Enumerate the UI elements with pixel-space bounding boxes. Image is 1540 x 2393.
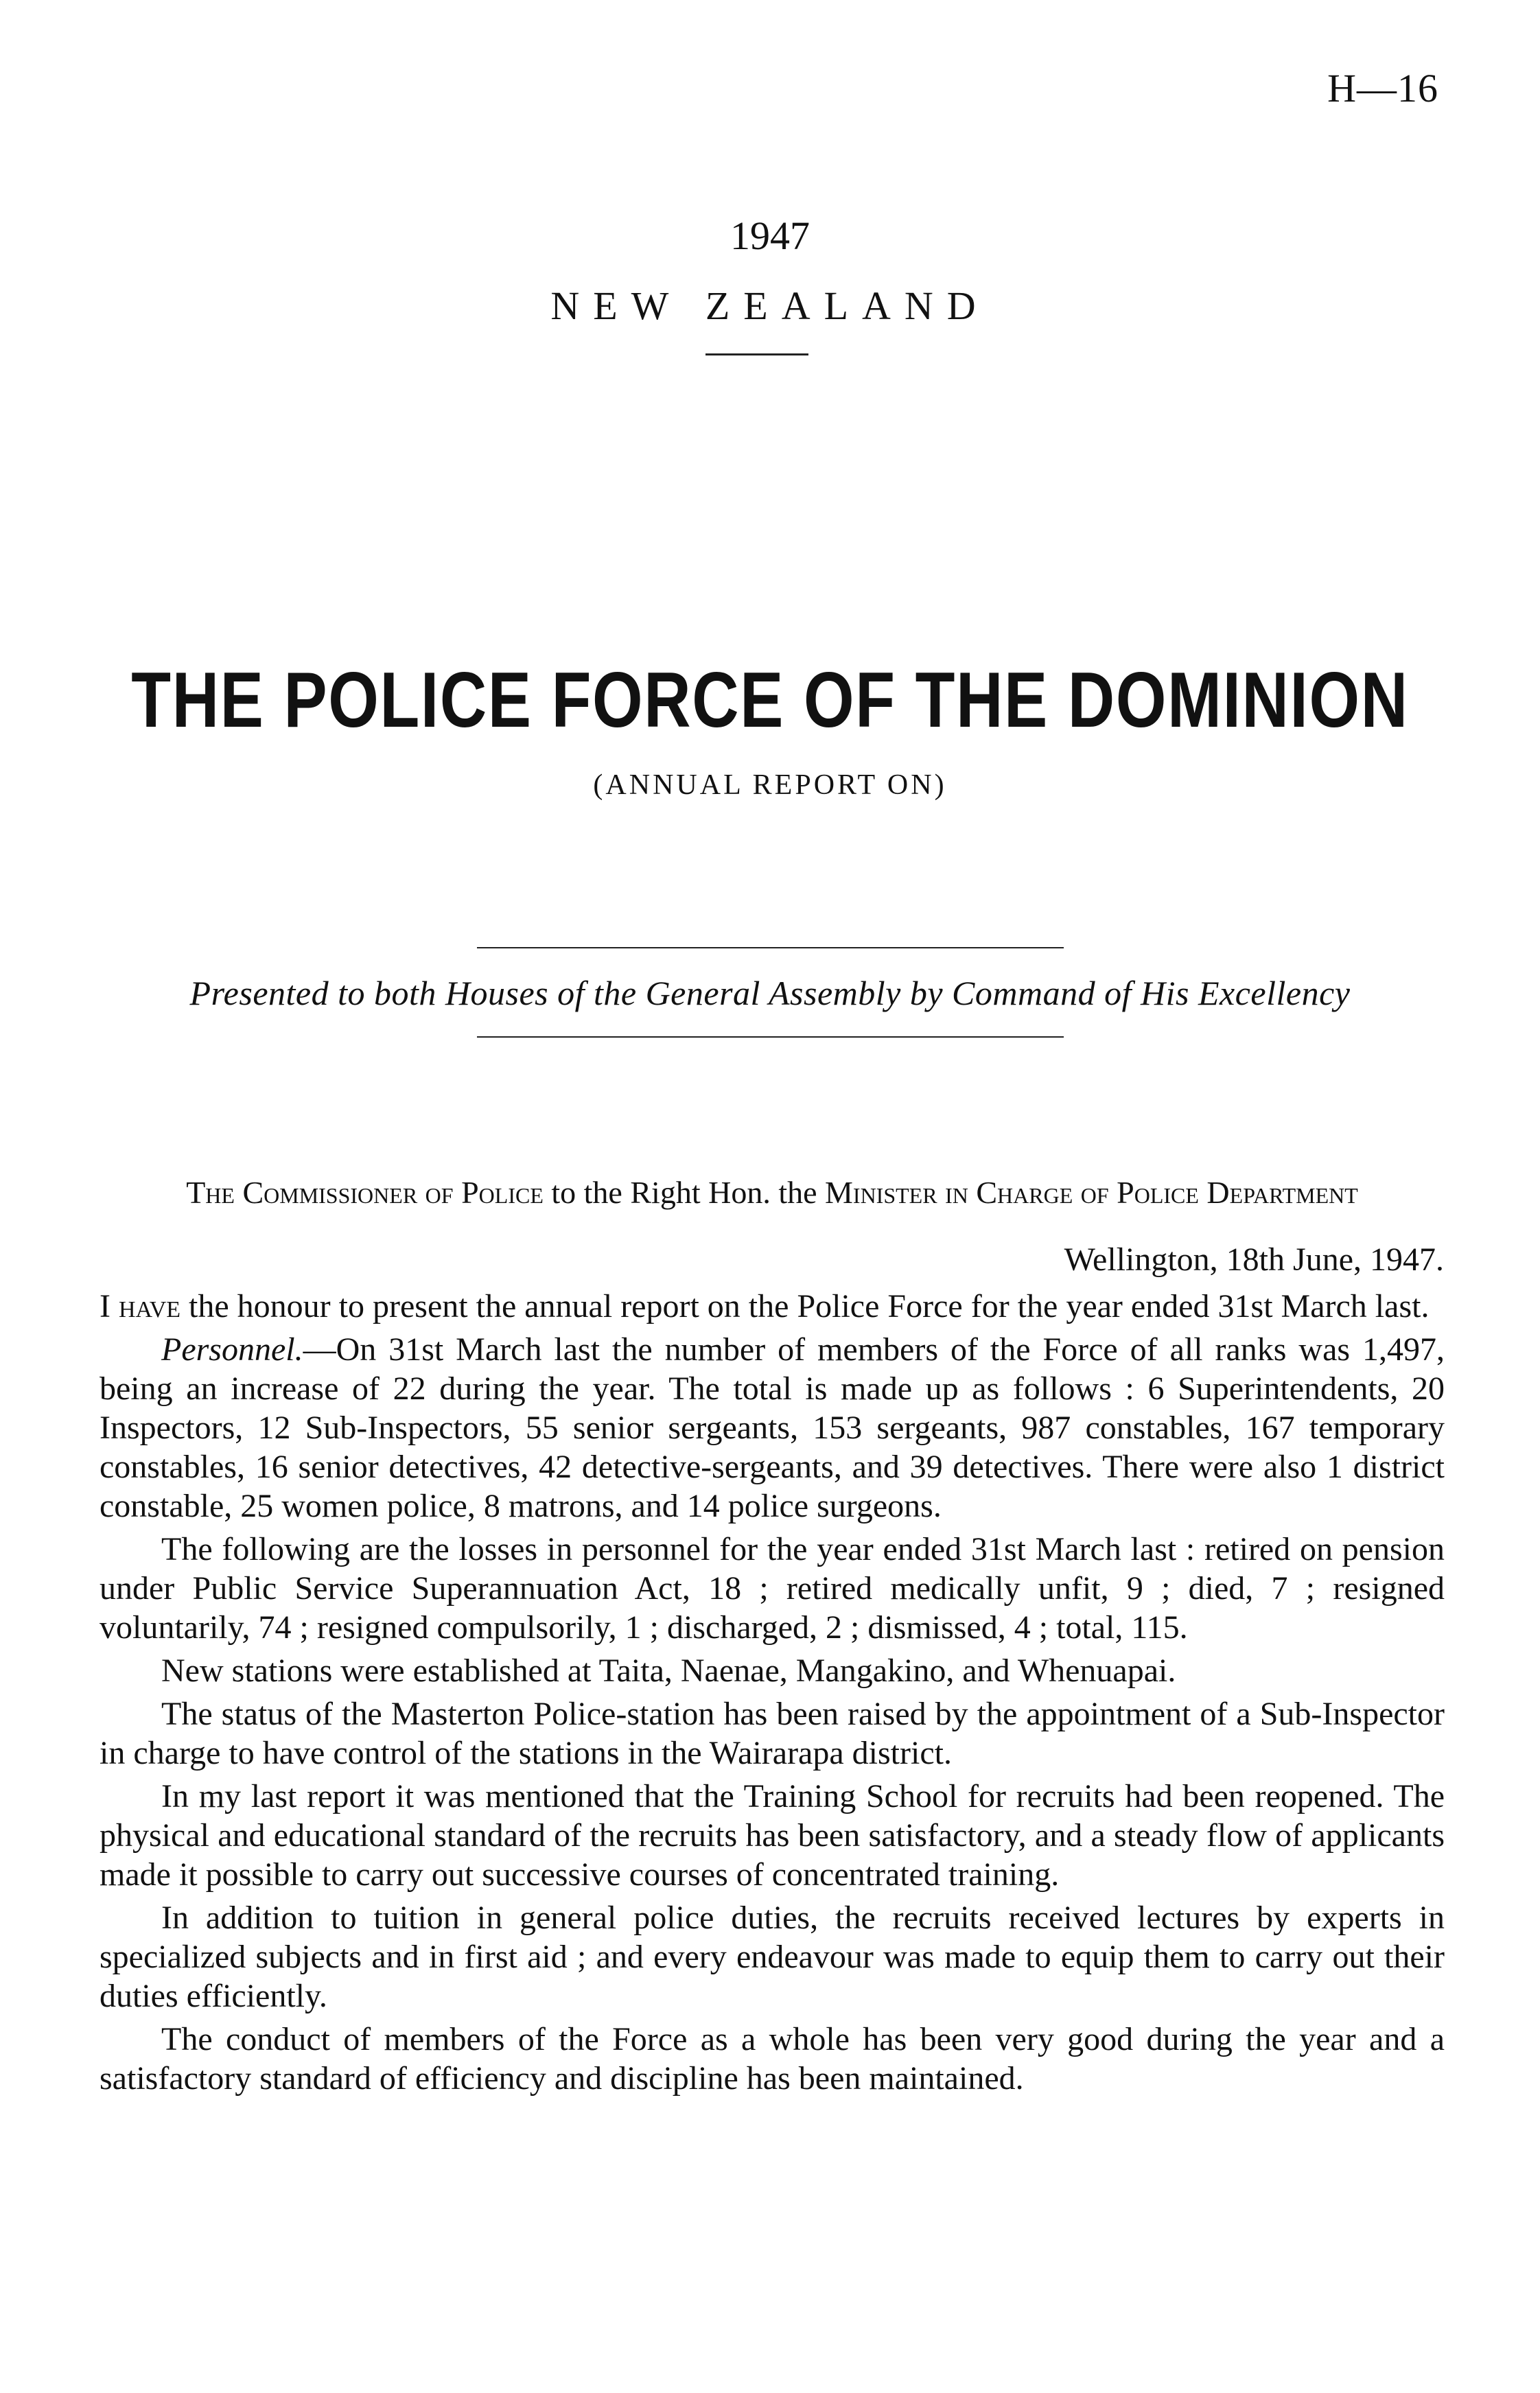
paragraph-new-stations: New stations were established at Taita, Naenae, Mangakino, and Whenuapai.	[161, 1653, 1176, 1689]
paragraph-training-school: In my last report it was mentioned that the Training School for recruits had been reopened. The physical and educational standard of the recruits has been satisfactory, and a steady flow of applicants made it possible to carry out successive courses of concentrated training.	[100, 1778, 1445, 1893]
divider-rule-bottom	[477, 1036, 1064, 1038]
paragraph-conduct: The conduct of members of the Force as a whole has been very good during the year and a satisfactory standard of efficiency and discipline has been maintained.	[100, 2021, 1445, 2097]
paragraph-personnel	[100, 1330, 1445, 1526]
page-reference: H—16	[1327, 66, 1438, 110]
letter-address	[100, 1174, 1445, 1212]
address-to: Minister in Charge of Police Department	[825, 1175, 1358, 1210]
intro-lead: I have	[100, 1288, 181, 1324]
country-heading: NEW ZEALAND	[550, 283, 990, 328]
presentation-line: Presented to both Houses of the General Assembly by Command of His Excellency	[189, 974, 1351, 1012]
divider-rule-short	[705, 353, 808, 355]
letter-dateline: Wellington, 18th June, 1947.	[1064, 1241, 1444, 1278]
address-from: The Commissioner of Police	[186, 1175, 544, 1210]
report-body	[100, 1287, 1445, 2102]
report-year: 1947	[730, 213, 810, 258]
paragraph-losses: The following are the losses in personnel for the year ended 31st March last : retired on pension under Public Service Superannuation Act, 18 ; retired medically unfit, 9 ; died, 7 ; resigned voluntarily, 74 ; resigned compulsorily, 1 ; discharged, 2 ; dismissed, 4 ; total, 115.	[100, 1531, 1445, 1646]
address-to-prefix: to the Right Hon. the	[551, 1175, 817, 1210]
paragraph-intro	[100, 1287, 1445, 1326]
personnel-text: —On 31st March last the number of members of the Force of all ranks was 1,497, being an increase of 22 during the year. The total is made up as follows : 6 Superintendents, 20 Inspectors, 12 Sub-Inspectors, 55 senior sergeants, 153 sergeants, 987 constables, 167 temporary constables, 16 senior detectives, 42 detective-sergeants, and 39 detectives. There were also 1 district constable, 25 women police, 8 matrons, and 14 police surgeons.	[100, 1331, 1445, 1524]
document-subtitle: (ANNUAL REPORT ON)	[593, 769, 947, 801]
paragraph-masterton: The status of the Masterton Police-station has been raised by the appointment of a Sub-Inspector in charge to have control of the stations in the Wairarapa district.	[100, 1696, 1445, 1771]
intro-text: the honour to present the annual report on the Police Force for the year ended 31st March last.	[189, 1288, 1430, 1324]
divider-rule-top	[477, 947, 1064, 948]
document-title: THE POLICE FORCE OF THE DOMINION	[131, 657, 1409, 744]
paragraph-tuition: In addition to tuition in general police duties, the recruits received lectures by experts in specialized subjects and in first aid ; and every endeavour was made to equip them to carry out their duties efficiently.	[100, 1900, 1445, 2014]
personnel-heading: Personnel.	[161, 1331, 303, 1368]
